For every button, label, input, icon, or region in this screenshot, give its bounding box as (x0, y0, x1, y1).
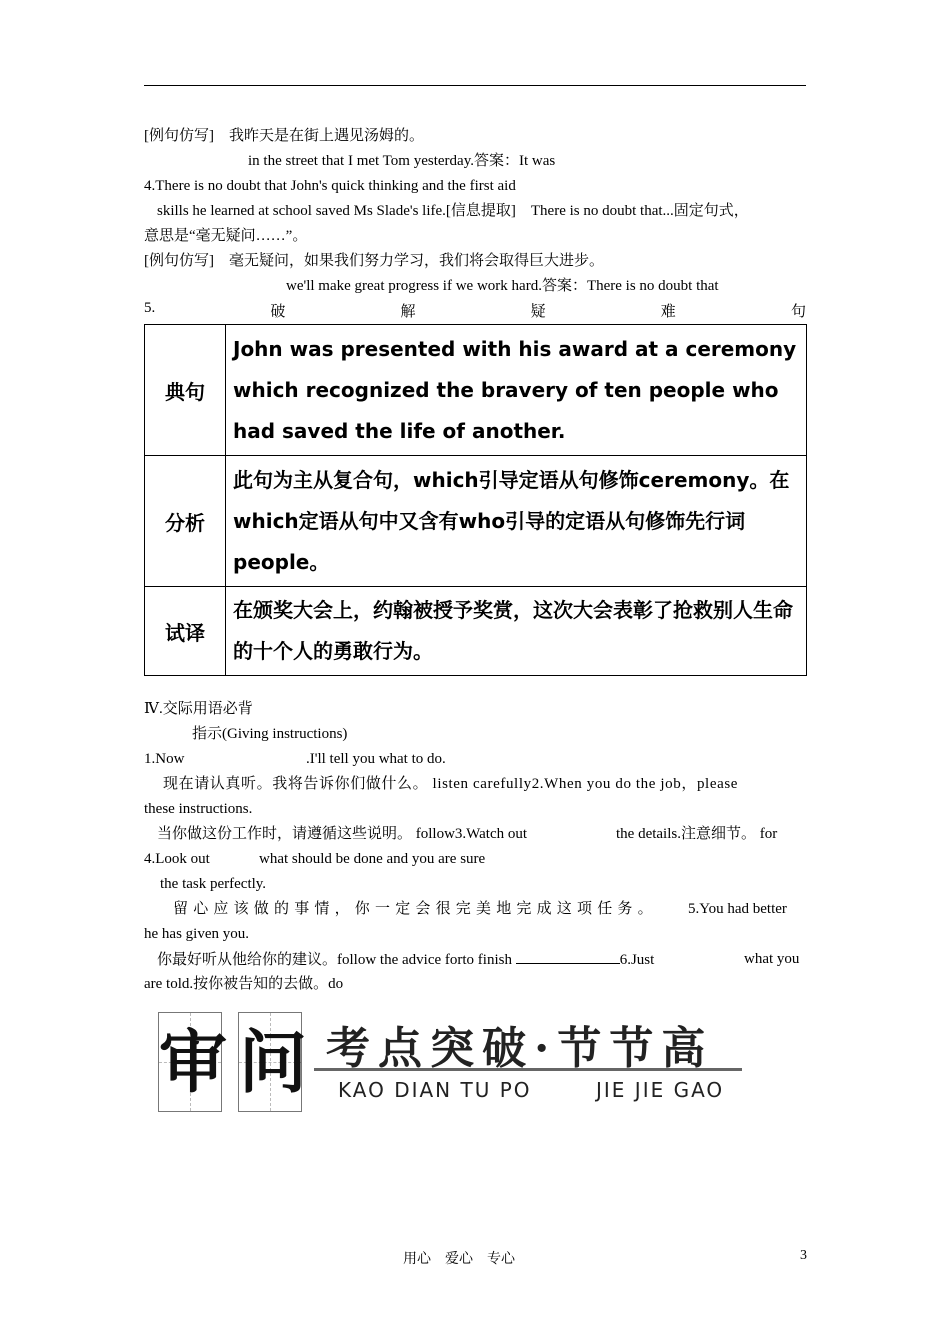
imitation-answer-2: we'll make great progress if we work hard.答案：There is no doubt that (286, 278, 719, 294)
banner-char-box (158, 1012, 228, 1112)
item-4-info: skills he learned at school saved Ms Slade's life.[信息提取] There is no doubt that...固定句式， (157, 203, 749, 219)
row-label: 试译 (145, 587, 226, 676)
exam-banner (156, 1010, 756, 1114)
banner-pinyin-1: KAO DIAN TU PO (338, 1078, 532, 1102)
row-content: John was presented with his award at a ceremony which recognized the bravery of ten people who had saved the life of another. (226, 325, 807, 456)
banner-divider (314, 1068, 742, 1071)
footer-motto: 用心 爱心 专心 (403, 1252, 515, 1267)
instruction-3-end: the details.注意细节。 for (616, 826, 778, 842)
answer-blank (516, 949, 620, 964)
instruction-6-start: 6.Just (619, 952, 655, 968)
table-row (145, 325, 807, 456)
instruction-4-translation: 留心应该做的事情，你一定会很完美地完成这项任务。 (173, 901, 658, 917)
section-5-char: 难 (660, 304, 676, 320)
banner-char: 审 (159, 1023, 228, 1103)
row-content: 此句为主从复合句，which引导定语从句修饰ceremony。在which定语从句中又含有who引导的定语从句修饰先行词people。 (226, 456, 807, 587)
instruction-1-start: 1.Now (144, 751, 185, 767)
section-5-number: 5. (144, 300, 156, 316)
instruction-6-middle: what you (744, 951, 800, 967)
instruction-4-start: 4.Look out (144, 851, 210, 867)
row-label: 分析 (145, 456, 226, 587)
instruction-5-answer (157, 949, 654, 970)
banner-title: 考点突破·节节高 (326, 1023, 714, 1074)
instruction-5-start: 5.You had better (688, 901, 787, 917)
section-4-title: Ⅳ.交际用语必背 (144, 701, 253, 717)
section-5-char: 解 (400, 304, 416, 320)
instruction-3-start: 当你做这份工作时，请遵循这些说明。 follow3.Watch out (157, 826, 528, 842)
table-row (145, 456, 807, 587)
analysis-table (144, 324, 807, 676)
table-row (145, 587, 807, 676)
header-rule (144, 85, 806, 86)
imitation-answer-1: in the street that I met Tom yesterday.答案：It was (248, 153, 556, 169)
section-5-char: 疑 (530, 304, 546, 320)
instruction-2-end: these instructions. (144, 801, 253, 817)
page-number: 3 (800, 1248, 807, 1263)
section-4-subtitle: 指示(Giving instructions) (192, 726, 348, 742)
imitation-prompt-1: [例句仿写] 我昨天是在街上遇见汤姆的。 (144, 128, 424, 144)
banner-pinyin-2: JIE JIE GAO (596, 1078, 725, 1102)
item-4-sentence: 4.There is no doubt that John's quick thinking and the first aid (144, 178, 516, 194)
banner-char: 问 (239, 1023, 308, 1103)
instruction-2-line: 现在请认真听。我将告诉你们做什么。 listen carefully2.When you do the job，please (163, 776, 739, 792)
instruction-6-end: are told.按你被告知的去做。do (144, 976, 344, 992)
imitation-prompt-2: [例句仿写] 毫无疑问，如果我们努力学习，我们将会取得巨大进步。 (144, 253, 604, 269)
banner-char-box (238, 1012, 308, 1112)
instruction-4-task: the task perfectly. (160, 876, 267, 892)
row-label: 典句 (145, 325, 226, 456)
item-4-meaning: 意思是“毫无疑问……”。 (144, 228, 308, 244)
instruction-4-end: what should be done and you are sure (259, 851, 486, 867)
instruction-5-answer-text: 你最好听从他给你的建议。follow the advice forto finish (157, 952, 512, 968)
row-content: 在颁奖大会上，约翰被授予奖赏，这次大会表彰了抢救别人生命的十个人的勇敢行为。 (226, 587, 807, 676)
section-5-heading (144, 300, 806, 321)
instruction-5-end: he has given you. (144, 926, 249, 942)
section-5-char: 破 (270, 304, 286, 320)
section-5-char: 句 (790, 304, 806, 320)
instruction-1-end: .I'll tell you what to do. (306, 751, 446, 767)
